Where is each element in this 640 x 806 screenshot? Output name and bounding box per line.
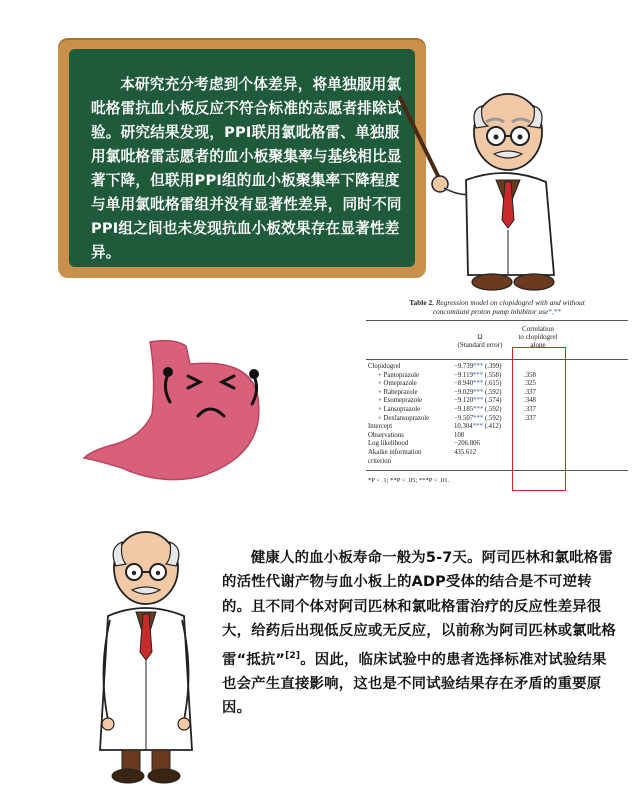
standard-error: (.592) [485,388,502,396]
row-estimate [454,389,501,398]
table-row [366,380,628,389]
row-correlation: .337 [524,414,536,422]
table-footnote: *P < .1; **P < .05; ***P < .01. [368,477,450,485]
reference-marker: [2] [285,650,301,661]
table-row [366,458,628,467]
platelet-paragraph-text: 健康人的血小板寿命一般为5-7天。阿司匹林和氯吡格雷的活性代谢产物与血小板上的ADP受体的结合是不可逆转的。且不同个体对阿司匹林和氯吡格雷治疗的反应性差异很大，给药后出现低反应或无反应，以前称为阿司匹林或氯吡格雷“抵抗” [222,550,616,668]
row-estimate [454,415,501,424]
row-estimate [454,440,480,449]
estimate-value: −9.507 [454,414,474,422]
table-caption-stars: *,** [548,307,562,316]
row-estimate [454,423,501,432]
row-label: Observations [368,431,404,439]
row-estimate [454,372,501,381]
standard-error: (.558) [484,371,502,379]
table-row [366,432,628,441]
significance-stars: *** [472,371,484,379]
standard-error: (.399) [485,363,502,370]
row-estimate [454,397,501,406]
stomach-illustration [82,336,272,486]
standard-error: (.592) [485,405,502,413]
teacher-standing-illustration [80,520,210,790]
estimate-value: −9.029 [454,388,474,396]
significance-stars: *** [473,363,484,370]
table-caption [366,298,628,316]
row-label: + Dexlansoprazole [378,414,430,422]
row-correlation: .337 [524,388,536,396]
estimate-value: 10.304 [454,423,473,431]
table-bottom-rule [366,470,628,471]
chalkboard [58,38,426,278]
row-estimate [454,449,476,458]
table-row [366,449,628,458]
row-correlation: .337 [524,405,536,413]
estimate-value: 435.612 [454,448,477,456]
regression-table [366,298,628,508]
corr-header-line1: Correlation [522,325,554,333]
row-label: criterion [368,457,392,465]
row-estimate [454,380,501,389]
estimate-value: −9.120 [454,397,474,405]
table-body [366,360,628,466]
row-label: Log likelihood [368,440,409,448]
significance-stars: *** [473,380,484,388]
significance-stars: *** [473,397,484,405]
table-row [366,406,628,415]
table-caption-line1: Regression model on clopidogrel with and without [435,298,585,307]
row-label: Akaike information [368,448,422,456]
platelet-paragraph-text-after: 。因此，临床试验中的患者选择标准对试验结果也会产生直接影响，这也是不同试验结果存在矛盾的重要原因。 [222,651,607,717]
table-row [366,415,628,424]
row-label: + Omeprazole [378,380,417,388]
table-label: Table 2. [409,298,434,307]
row-estimate [454,363,501,372]
row-correlation: .348 [524,397,536,405]
row-label: Clopidogrel [368,363,401,370]
significance-stars: *** [473,388,484,396]
estimate-value: 108 [454,431,465,439]
teacher-pointer-illustration [396,70,566,295]
table-header [366,321,628,359]
estimate-value: −9.739 [454,363,474,370]
standard-error-label: (Standard error) [457,341,503,349]
significance-stars: *** [473,414,484,422]
row-label: + Lansoprazole [378,405,421,413]
estimate-value: −206.806 [454,440,480,448]
significance-stars: *** [473,405,484,413]
standard-error: (.412) [484,423,502,431]
chalkboard-text: 本研究充分考虑到个体差异，将单独服用氯吡格雷抗血小板反应不符合标准的志愿者排除试验。研究结果发现，PPI联用氯吡格雷、单独服用氯吡格雷志愿者的血小板聚集率与基线相比显著下降，但联用PPI组的血小板聚集率下降程度与单用氯吡格雷组并没有显著性差异，同时不同PPI组之间也未发现抗血小板效果存在显著性差异。 [91,76,402,261]
table-row [366,440,628,449]
omega-symbol: Ω [477,333,483,341]
estimate-value: −9.185 [454,405,474,413]
table-caption-line2: concomitant proton pump inhibitor use [432,307,549,316]
row-estimate [454,406,501,415]
table-row [366,389,628,398]
row-label: + Rabeprazole [378,388,418,396]
row-label: Intercept [368,423,393,431]
corr-header-line3: alone [530,341,546,349]
row-label: + Esomeprazole [378,397,423,405]
significance-stars: *** [472,423,483,431]
table-row [366,397,628,406]
row-estimate [454,432,464,441]
row-correlation: .358 [524,371,536,379]
omega-column-header [452,333,508,349]
table-row [366,372,628,381]
platelet-paragraph [222,546,620,721]
table-row [366,363,628,372]
estimate-value: −9.119 [454,371,473,379]
row-correlation: .325 [524,380,536,388]
chalkboard-surface [69,49,415,267]
standard-error: (.615) [485,380,502,388]
estimate-value: −8.940 [454,380,474,388]
table-row [366,423,628,432]
correlation-column-header [512,325,564,349]
corr-header-line2: to clopidogrel [518,333,558,341]
standard-error: (.574) [485,397,502,405]
row-label: + Pantoprazole [378,371,420,379]
standard-error: (.592) [485,414,502,422]
